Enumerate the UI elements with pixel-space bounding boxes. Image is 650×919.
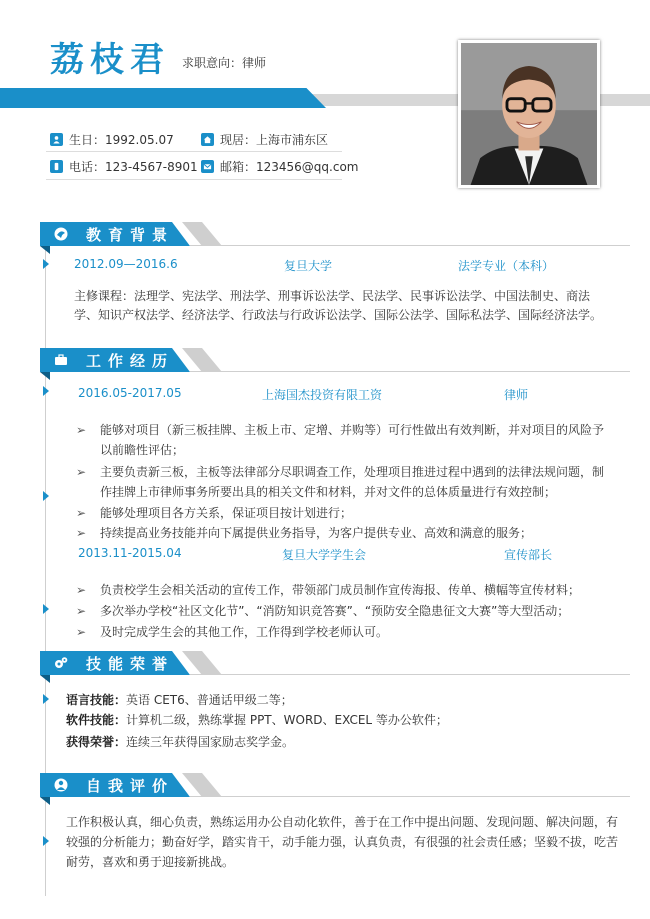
section-work-header (40, 348, 650, 372)
section-title-self: 自我评价 (86, 777, 175, 795)
list-item: ➢ 持续提高业务技能并向下属提供业务指导，为客户提供专业、高效和满意的服务； (76, 523, 636, 543)
section-title-skills: 技能荣誉 (86, 655, 175, 673)
edu-period: 2012.09—2016.6 (74, 257, 178, 271)
timeline-marker (43, 694, 49, 704)
job2-company: 复旦大学学生会 (282, 548, 367, 562)
arrow-icon: ➢ (76, 625, 87, 639)
timeline-marker (43, 836, 49, 846)
arrow-icon: ➢ (76, 423, 87, 437)
list-item: ➢ 多次举办学校“社区文化节”、“消防知识竞答赛”、“预防安全隐患征文大赛”等大型活动； (76, 601, 636, 621)
job2-period: 2013.11-2015.04 (78, 546, 182, 560)
list-item: ➢ 能够对项目（新三板挂牌、主板上市、定增、并购等）可行性做出有效判断，并对项目的风险予 以前瞻性评估； (76, 420, 636, 460)
briefcase-icon (54, 353, 68, 367)
birthday-text: 生日：1992.05.07 (69, 133, 174, 147)
edu-courses-line: 主修课程：法理学、宪法学、刑法学、刑事诉讼法学、民法学、民事诉讼法学、中国法制史、商法 (74, 289, 591, 303)
section-title-education: 教育背景 (86, 226, 175, 244)
timeline-marker (43, 259, 49, 269)
gear-icon (54, 656, 68, 670)
contact-phone (50, 158, 198, 175)
timeline-marker (43, 491, 49, 501)
arrow-icon: ➢ (76, 604, 87, 618)
resume-name: 荔枝君 (50, 40, 170, 80)
section-education-header (40, 222, 650, 246)
education-icon (54, 227, 68, 241)
job1-company: 上海国杰投资有限工资 (262, 388, 383, 402)
job1-role: 律师 (504, 388, 529, 402)
self-eval-line: 较强的分析能力；勤奋好学，踏实肯干，动手能力强，认真负责，有很强的社会责任感；坚毅不拔，吃苦 (66, 835, 619, 849)
timeline-marker (43, 386, 49, 396)
skill-language: 语言技能：英语 CET6、普通话甲级二等； (66, 693, 293, 707)
timeline-marker (43, 604, 49, 614)
contact-birthday (50, 131, 174, 148)
envelope-icon (201, 160, 214, 173)
arrow-icon: ➢ (76, 506, 87, 520)
job1-period: 2016.05-2017.05 (78, 386, 182, 400)
self-eval-line: 耐劳，喜欢和勇于迎接新挑战。 (66, 855, 235, 869)
edu-major: 法学专业（本科） (458, 259, 555, 273)
list-item: ➢ 能够处理项目各方关系，保证项目按计划进行； (76, 503, 636, 523)
phone-text: 电话：123-4567-8901 (69, 160, 198, 174)
email-text: 邮箱：123456@qq.com (220, 160, 359, 174)
job-intent: 求职意向：律师 (182, 56, 267, 70)
skill-software: 软件技能：计算机二级，熟练掌握 PPT、WORD、EXCEL 等办公软件； (66, 713, 448, 727)
user-icon (50, 133, 63, 146)
job2-role: 宣传部长 (504, 548, 553, 562)
header-blue-bar (0, 88, 326, 108)
phone-icon (50, 160, 63, 173)
section-skills-header (40, 651, 650, 675)
residence-text: 现居：上海市浦东区 (220, 133, 329, 147)
profile-photo (458, 40, 600, 188)
person-icon (54, 778, 68, 792)
section-self-header (40, 773, 650, 797)
edu-school: 复旦大学 (284, 259, 333, 273)
arrow-icon: ➢ (76, 465, 87, 479)
self-eval-line: 工作积极认真，细心负责，熟练运用办公自动化软件，善于在工作中提出问题、发现问题、解决问题，有 (66, 815, 619, 829)
section-title-work: 工作经历 (86, 352, 175, 370)
arrow-icon: ➢ (76, 526, 87, 540)
list-item: ➢ 负责校学生会相关活动的宣传工作，带领部门成员制作宣传海报、传单、横幅等宣传材料； (76, 580, 636, 600)
contact-email (201, 158, 359, 175)
arrow-icon: ➢ (76, 583, 87, 597)
contact-divider (46, 151, 342, 152)
skill-honor: 获得荣誉：连续三年获得国家励志奖学金。 (66, 735, 295, 749)
list-item: ➢ 主要负责新三板，主板等法律部分尽职调查工作，处理项目推进过程中遇到的法律法规问题，制 作挂牌上市律师事务所要出具的相关文件和材料，并对文件的总体质量进行有效控制； (76, 462, 636, 502)
contact-residence (201, 131, 328, 148)
edu-courses-line: 学、知识产权法学、经济法学、行政法与行政诉讼法学、国际公法学、国际私法学、国际经济法学。 (74, 308, 603, 322)
list-item: ➢ 及时完成学生会的其他工作，工作得到学校老师认可。 (76, 622, 636, 642)
contact-divider (46, 179, 342, 180)
house-icon (201, 133, 214, 146)
